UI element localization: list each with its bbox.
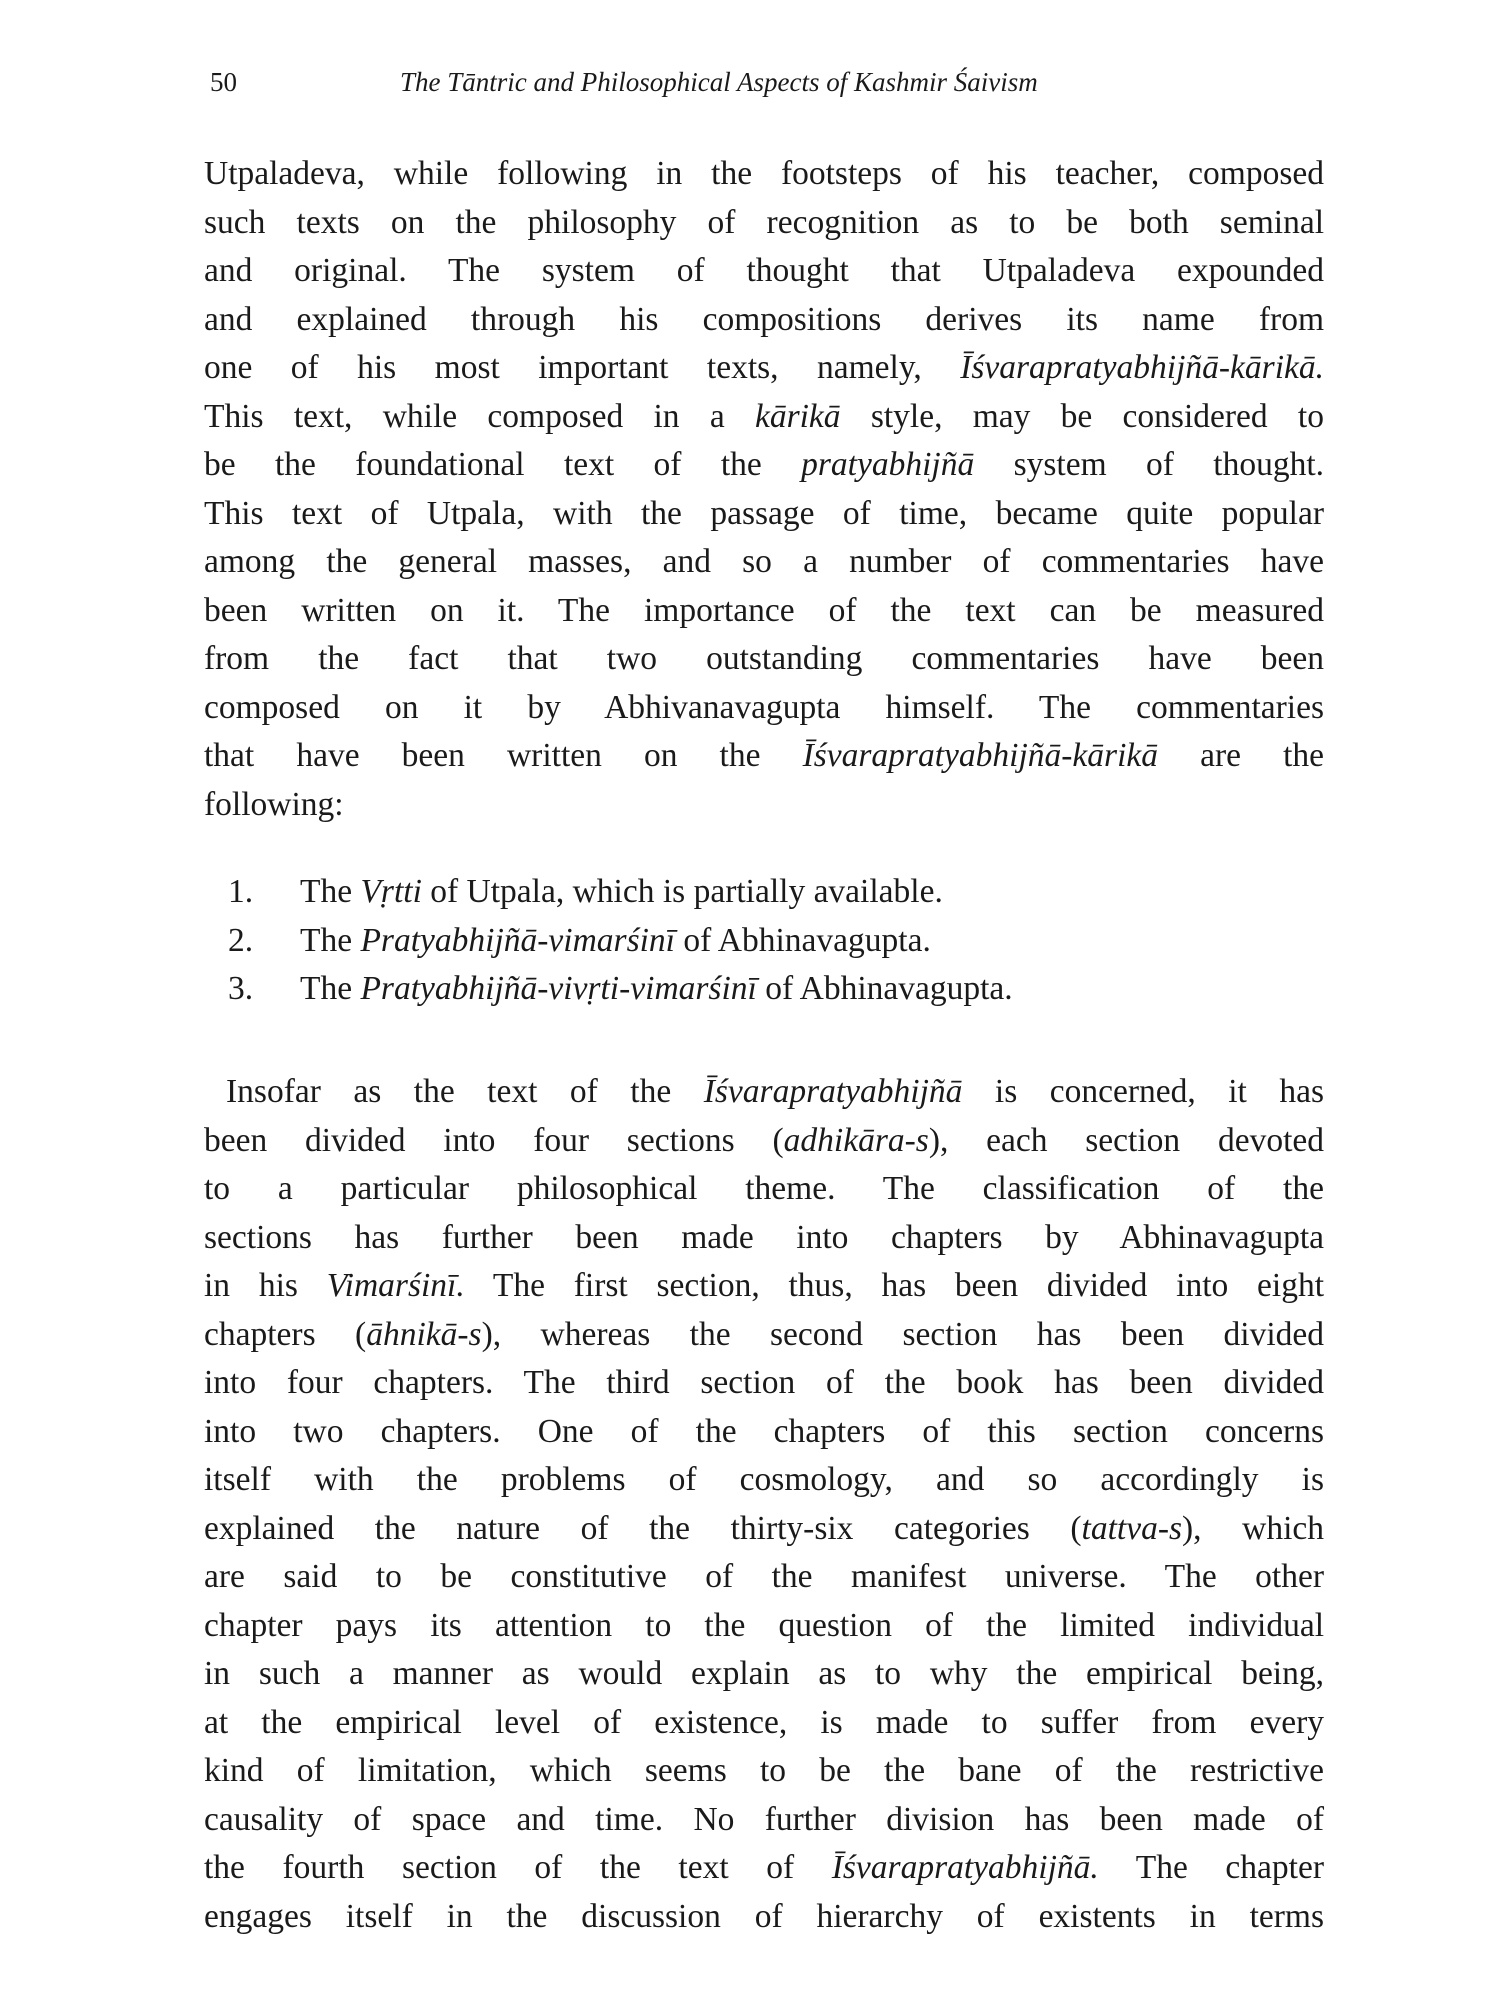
paragraph-1 (204, 150, 1324, 829)
text-line: sections has further been made into chapters by Abhinavagupta (204, 1218, 1324, 1256)
text-line: are said to be constitutive of the manifest universe. The other (204, 1558, 1324, 1595)
text-line: and explained through his compositions derives its name from (204, 300, 1324, 338)
text-line: into two chapters. One of the chapters of this section concerns (204, 1412, 1324, 1450)
list-item: 1. The Vṛtti of Utpala, which is partially available. (228, 868, 1228, 917)
text-line: that have been written on the Īśvarapratyabhijñā-kārikā are the (204, 737, 1324, 774)
text-line: This text of Utpala, with the passage of time, became quite popular (204, 494, 1324, 532)
text-line: in such a manner as would explain as to why the empirical being, (204, 1655, 1324, 1692)
paragraph-2 (204, 1068, 1324, 1941)
list-number: 2. (228, 921, 254, 959)
text-line: engages itself in the discussion of hierarchy of existents in terms (204, 1897, 1324, 1935)
text-line: from the fact that two outstanding commentaries have been (204, 640, 1324, 677)
text-line: following: (204, 785, 344, 823)
text-line: one of his most important texts, namely, Īśvarapratyabhijñā-kārikā. (204, 349, 1324, 386)
text-line: explained the nature of the thirty-six categories (tattva-s), which (204, 1509, 1324, 1547)
text-line: to a particular philosophical theme. The classification of the (204, 1170, 1324, 1207)
text-line: the fourth section of the text of Īśvarapratyabhijñā. The chapter (204, 1849, 1325, 1886)
book-title: The Tāntric and Philosophical Aspects of Kashmir Śaivism (400, 67, 1038, 97)
text-line: be the foundational text of the pratyabhijñā system of thought. (204, 446, 1324, 483)
text-line: and original. The system of thought that Utpaladeva expounded (204, 252, 1324, 289)
text-line: composed on it by Abhivanavagupta himself. The commentaries (204, 688, 1324, 726)
commentaries-list (228, 868, 1228, 1014)
running-head (210, 62, 1320, 102)
list-number: 1. (228, 873, 254, 910)
text-line: kind of limitation, which seems to be the bane of the restrictive (204, 1752, 1324, 1789)
text-line: into four chapters. The third section of the book has been divided (204, 1364, 1324, 1401)
text-line: been written on it. The importance of the text can be measured (204, 591, 1324, 629)
text-line: itself with the problems of cosmology, and so accordingly is (204, 1461, 1324, 1498)
text-line: Utpaladeva, while following in the footsteps of his teacher, composed (204, 155, 1324, 192)
text-line: chapters (āhnikā-s), whereas the second section has been divided (204, 1315, 1324, 1353)
text-line: among the general masses, and so a number of commentaries have (204, 543, 1324, 580)
text-line: Insofar as the text of the Īśvarapratyabhijñā is concerned, it has (226, 1073, 1324, 1110)
text-line: chapter pays its attention to the question of the limited individual (204, 1606, 1324, 1644)
text-line: This text, while composed in a kārikā style, may be considered to (204, 397, 1324, 435)
text-line: been divided into four sections (adhikāra-s), each section devoted (204, 1121, 1324, 1159)
list-number: 3. (228, 970, 254, 1007)
page-number: 50 (210, 67, 237, 97)
text-line: causality of space and time. No further division has been made of (204, 1800, 1324, 1838)
text-line: in his Vimarśinī. The first section, thus, has been divided into eight (204, 1267, 1324, 1304)
list-item: 2. The Pratyabhijñā-vimarśinī of Abhinavagupta. (228, 917, 1228, 966)
list-item: 3. The Pratyabhijñā-vivṛti-vimarśinī of Abhinavagupta. (228, 965, 1228, 1014)
text-line: such texts on the philosophy of recognition as to be both seminal (204, 203, 1324, 241)
text-line: at the empirical level of existence, is made to suffer from every (204, 1703, 1324, 1741)
